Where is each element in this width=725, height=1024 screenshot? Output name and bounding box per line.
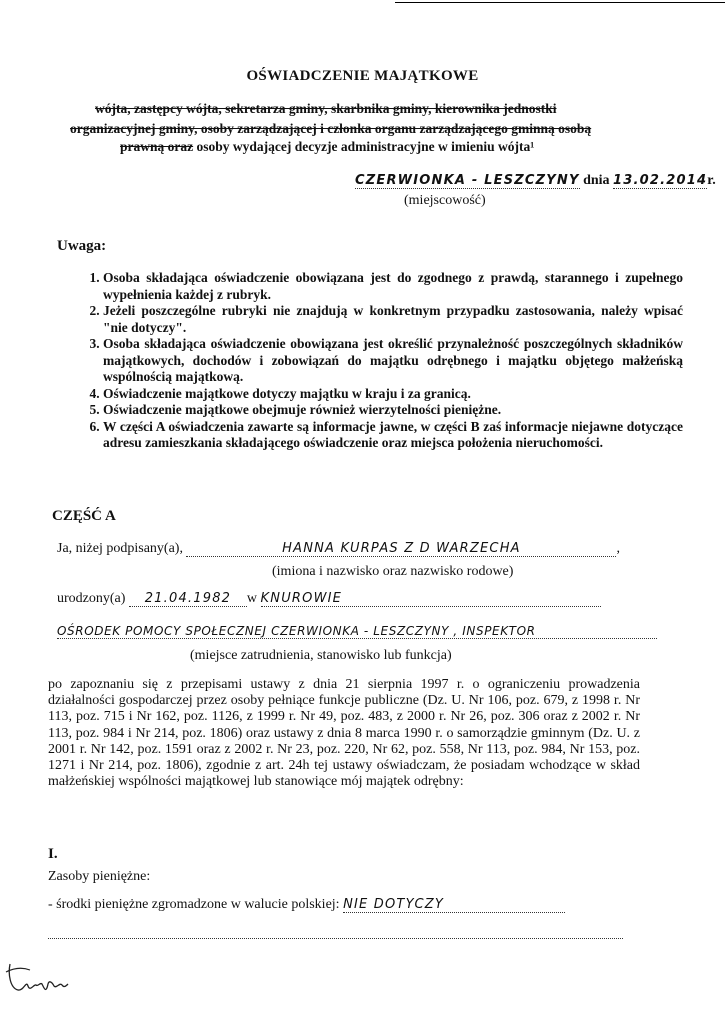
section-1-label: Zasoby pieniężne: <box>48 869 151 884</box>
signed-line: Ja, niżej podpisany(a), HANNA KURPAS Z D WARZECHA , <box>57 541 620 556</box>
legal-paragraph: po zapoznaniu się z przepisami ustawy z dnia 21 sierpnia 1997 r. o ograniczeniu prowadzenia działalności gospodarczej przez osoby pełniące funkcje publiczne (Dz. U. Nr 106, poz. 679, z 1998 r. Nr 113, poz. 715 i Nr 162, poz. 1126, z 1999 r. Nr 49, poz. 483, z 2000 r. Nr 26, poz. 306 oraz z 2002 r. Nr 113, poz. 984 i Nr 214, poz. 1806) oraz ustawy z dnia 8 marca 1990 r. o samorządzie gminnym (Dz. U. z 2001 r. Nr 142, poz. 1591 oraz z 2002 r. Nr 23, poz. 220, Nr 62, poz. 558, Nr 113, poz. 984, Nr 153, poz. 1271 i Nr 214, poz. 1806), zgodnie z art. 24h tej ustawy oświadczam, że posiadam wchodzące w skład małżeńskiej wspólności majątkowej lub stanowiące mój majątek odrębny: <box>48 677 640 790</box>
notes-list <box>65 270 683 452</box>
top-border-line <box>395 2 725 3</box>
place-date-line <box>355 173 716 189</box>
date-prefix: dnia <box>583 173 610 188</box>
signed-name-label: (imiona i nazwisko oraz nazwisko rodowe) <box>272 564 514 579</box>
document-title: OŚWIADCZENIE MAJĄTKOWE <box>246 68 479 84</box>
born-date-value: 21.04.1982 <box>129 591 247 607</box>
note-item: 3. Osoba składająca oświadczenie obowiązana jest określić przynależność poszczególnych składników majątkowych, dochodów i zobowiązań do majątku odrębnego i majątku objętego małżeńską wspólnością majątkową. <box>103 336 683 386</box>
note-item: 4. Oświadczenie majątkowe dotyczy majątku w kraju i za granicą. <box>103 386 683 403</box>
place-handwritten-value: CZERWIONKA - LESZCZYNY <box>355 173 580 188</box>
part-a-heading: CZĘŚĆ A <box>52 508 116 524</box>
cash-pln-value: NIE DOTYCZY <box>343 897 565 913</box>
note-item: 2. Jeżeli poszczególne rubryki nie znajdują w konkretnym przypadku zastosowania, należy wpisać "nie dotyczy". <box>103 303 683 336</box>
header-line-3-text: osoby wydającej decyzje administracyjne w imieniu wójta¹ <box>193 139 535 154</box>
cash-pln-prefix: - środki pieniężne zgromadzone w walucie polskiej: <box>48 897 340 912</box>
workplace-line <box>57 624 657 640</box>
date-suffix: r. <box>707 173 716 188</box>
struck-header-line-1: wójta, zastępcy wójta, sekretarza gminy, skarbnika gminy, kierownika jednostki <box>95 101 557 116</box>
date-handwritten-value: 13.02.2014 <box>613 173 708 188</box>
cash-pln-line <box>48 897 565 913</box>
born-in: w <box>246 591 258 606</box>
note-item: 1. Osoba składająca oświadczenie obowiązana jest do zgodnego z prawdą, starannego i zupełnego wypełnienia każdej z rubryk. <box>103 270 683 303</box>
signed-prefix: Ja, niżej podpisany(a), <box>57 541 183 556</box>
note-item: 6. W części A oświadczenia zawarte są informacje jawne, w części B zaś informacje niejawne dotyczące adresu zamieszkania składającego oświadczenie oraz miejsca położenia nieruchomości. <box>103 419 683 452</box>
struck-header-line-2: organizacyjnej gminy, osoby zarządzającej i członka organu zarządzającego gminną osobą <box>70 121 592 136</box>
note-item: 5. Oświadczenie majątkowe obejmuje również wierzytelności pieniężne. <box>103 402 683 419</box>
born-prefix: urodzony(a) <box>57 591 126 606</box>
place-label: (miejscowość) <box>404 193 486 208</box>
blank-dotted-line <box>48 924 623 939</box>
born-place-value: KNUROWIE <box>261 591 601 607</box>
struck-header-fragment: prawną oraz <box>120 139 194 154</box>
header-line-3 <box>120 139 534 155</box>
born-line <box>57 591 601 607</box>
workplace-label: (miejsce zatrudnienia, stanowisko lub funkcja) <box>190 648 452 663</box>
signed-name-value: HANNA KURPAS Z D WARZECHA <box>186 541 616 557</box>
notes-heading: Uwaga: <box>57 238 107 254</box>
workplace-value: OŚRODEK POMOCY SPOŁECZNEJ CZERWIONKA - LESZCZYNY , INSPEKTOR <box>57 624 657 639</box>
section-1-heading: I. <box>48 846 58 862</box>
handwritten-signature <box>4 958 74 998</box>
